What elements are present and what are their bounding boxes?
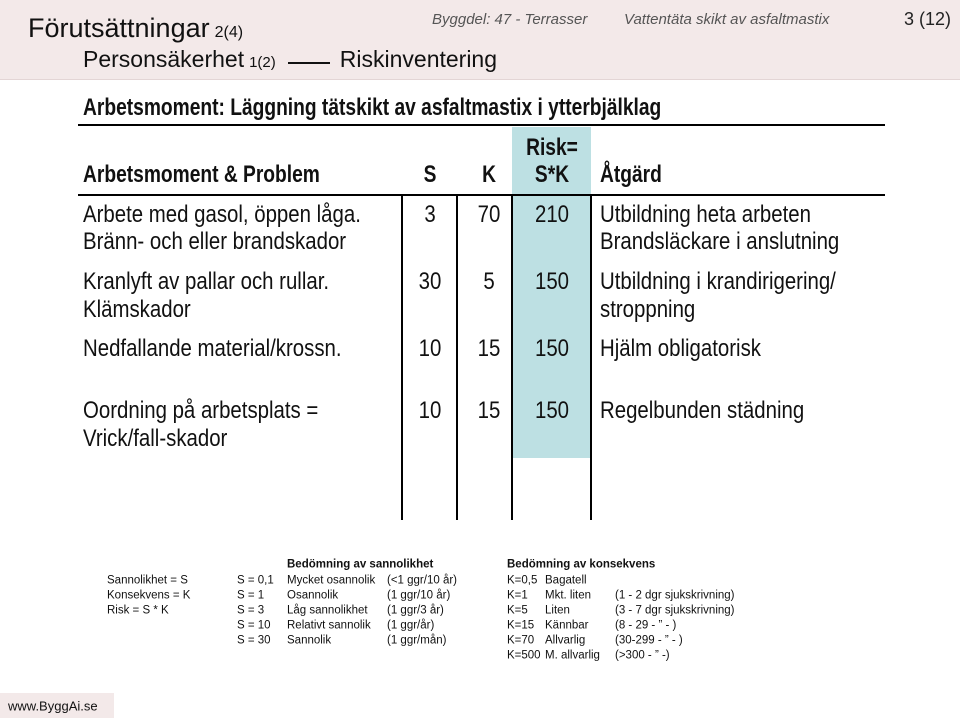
header-action: Åtgärd <box>600 161 662 188</box>
probability-frequency: (1 ggr/10 år) <box>387 589 451 602</box>
consequence-label: Kännbar <box>545 619 589 632</box>
subtitle-part-number: 1(2) <box>249 54 276 71</box>
table-rule-header <box>78 194 885 196</box>
probability-frequency: (<1 ggr/10 år) <box>387 574 457 587</box>
s-value: 3 <box>424 201 436 228</box>
consequence-label: Mkt. liten <box>545 589 592 602</box>
probability-label: Sannolik <box>287 634 332 647</box>
consequence-label: M. allvarlig <box>545 649 600 662</box>
column-divider-s <box>401 195 403 520</box>
probability-code: S = 3 <box>237 604 265 617</box>
risk-value: 210 <box>534 201 570 228</box>
s-value: 10 <box>418 397 442 424</box>
consequence-label: Allvarlig <box>545 634 586 647</box>
risk-value: 150 <box>534 397 570 424</box>
column-divider-risk-left <box>511 195 513 520</box>
slide-subtitle <box>83 48 497 71</box>
subtitle-text: Personsäkerhet <box>83 46 245 72</box>
consequence-sick-leave: (3 - 7 dgr sjukskrivning) <box>615 604 735 617</box>
probability-code: S = 30 <box>237 634 271 647</box>
header-risk-line-1: Risk= <box>526 134 578 161</box>
probability-code: S = 10 <box>237 619 271 632</box>
consequence-code: K=5 <box>507 604 528 617</box>
subtitle-topic: Riskinventering <box>339 46 498 72</box>
problem-text: Klämskador <box>83 296 191 323</box>
probability-frequency: (1 ggr/3 år) <box>387 604 444 617</box>
table-rule-top <box>78 124 885 126</box>
column-divider-risk-right <box>590 195 592 520</box>
probability-label: Mycket osannolik <box>287 574 376 587</box>
k-value: 5 <box>483 268 495 295</box>
consequence-sick-leave: (8 - 29 - ” - ) <box>615 619 677 632</box>
probability-label: Osannolik <box>287 589 339 602</box>
consequence-code: K=70 <box>507 634 535 647</box>
consequence-code: K=500 <box>507 649 541 662</box>
k-value: 15 <box>477 335 501 362</box>
probability-code: S = 1 <box>237 589 265 602</box>
action-text: Brandsläckare i anslutning <box>600 228 840 255</box>
probability-frequency: (1 ggr/år) <box>387 619 435 632</box>
probability-label: Relativt sannolik <box>287 619 371 632</box>
title-part-number: 2(4) <box>214 24 244 41</box>
consequence-label: Liten <box>545 604 570 617</box>
header-risk-line-2: S*K <box>534 161 570 188</box>
footer-website: www.ByggAi.se <box>8 698 98 714</box>
probability-label: Låg sannolikhet <box>287 604 368 617</box>
consequence-legend-title: Bedömning av konsekvens <box>507 558 656 571</box>
action-text: Utbildning i krandirigering/ <box>600 268 836 295</box>
consequence-label: Bagatell <box>545 574 587 587</box>
header-k: K <box>482 161 496 188</box>
problem-text: Arbete med gasol, öppen låga. <box>83 201 361 228</box>
page-number: 3 (12) <box>904 9 952 29</box>
slide-title <box>28 15 243 42</box>
byggdel-label: Byggdel: 47 - Terrasser <box>432 11 588 28</box>
problem-text: Vrick/fall-skador <box>83 425 228 452</box>
problem-text: Kranlyft av pallar och rullar. <box>83 268 330 295</box>
consequence-sick-leave: (>300 - ” -) <box>615 649 670 662</box>
action-text: Regelbunden städning <box>600 397 805 424</box>
k-value: 70 <box>477 201 501 228</box>
section-heading: Arbetsmoment: Läggning tätskikt av asfaltmastix i ytterbjälklag <box>83 94 662 121</box>
s-value: 30 <box>418 268 442 295</box>
consequence-sick-leave: (1 - 2 dgr sjukskrivning) <box>615 589 735 602</box>
definition-probability: Sannolikhet = S <box>107 574 188 587</box>
probability-code: S = 0,1 <box>237 574 274 587</box>
column-divider-k <box>456 195 458 520</box>
action-text: Utbildning heta arbeten <box>600 201 811 228</box>
action-text: stroppning <box>600 296 696 323</box>
consequence-code: K=15 <box>507 619 535 632</box>
header-problem: Arbetsmoment & Problem <box>83 161 320 188</box>
definition-risk: Risk = S * K <box>107 604 169 617</box>
problem-text: Nedfallande material/krossn. <box>83 335 342 362</box>
consequence-code: K=0,5 <box>507 574 538 587</box>
s-value: 10 <box>418 335 442 362</box>
risk-value: 150 <box>534 268 570 295</box>
definition-consequence: Konsekvens = K <box>107 589 191 602</box>
risk-value: 150 <box>534 335 570 362</box>
title-text: Förutsättningar <box>28 13 210 43</box>
probability-frequency: (1 ggr/mån) <box>387 634 447 647</box>
k-value: 15 <box>477 397 501 424</box>
problem-text: Bränn- och eller brandskador <box>83 228 347 255</box>
byggdel-description: Vattentäta skikt av asfaltmastix <box>624 11 830 28</box>
consequence-code: K=1 <box>507 589 528 602</box>
problem-text: Oordning på arbetsplats = <box>83 397 319 424</box>
probability-legend-title: Bedömning av sannolikhet <box>287 558 434 571</box>
subtitle-dash-separator <box>288 62 330 64</box>
action-text: Hjälm obligatorisk <box>600 335 761 362</box>
header-s: S <box>423 161 437 188</box>
consequence-sick-leave: (30-299 - ” - ) <box>615 634 683 647</box>
